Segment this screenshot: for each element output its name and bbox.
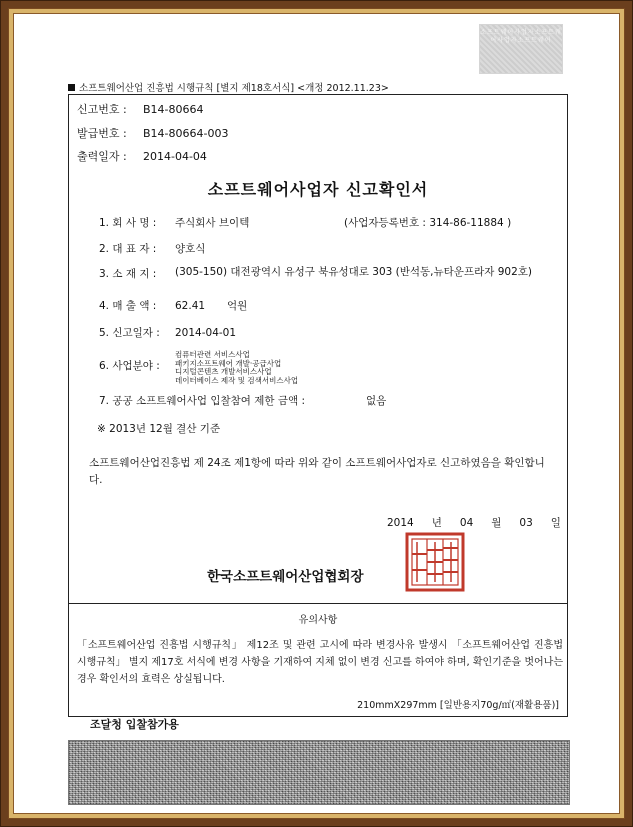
- sales-value: 62.41: [175, 300, 206, 312]
- notice-divider: [69, 603, 567, 604]
- print-date: [77, 148, 207, 164]
- footer-purpose-label: 조달청 입찰참가용: [90, 718, 179, 731]
- certificate-document: [68, 94, 568, 717]
- issue-number-value: B14-80664-003: [143, 127, 229, 140]
- business-area-item: 디지털콘텐츠 개발서비스사업: [175, 367, 272, 376]
- bid-limit-value: 없음: [366, 395, 387, 407]
- issue-number: [77, 125, 228, 141]
- document-title: 소프트웨어사업자 신고확인서: [207, 180, 429, 199]
- date-year: 2014: [387, 517, 414, 529]
- bizreg-close: ): [507, 217, 512, 229]
- security-pattern-box: [68, 740, 570, 805]
- security-watermark: [479, 24, 563, 74]
- date-day-unit: 일: [550, 517, 561, 529]
- field-business-area: [99, 351, 298, 385]
- issuer-name: 한국소프트웨어산업협회장: [207, 569, 364, 585]
- ceo-value: 양호식: [175, 243, 206, 255]
- form-reference-text: 소프트웨어산업 진흥법 시행규칙 [별지 제18호서식] <개정 2012.11.23>: [79, 83, 389, 94]
- field-bid-limit: [99, 393, 387, 408]
- print-date-label: 출력일자 :: [77, 150, 127, 163]
- basis-note: ※ 2013년 12월 결산 기준: [97, 423, 221, 435]
- company-value: 주식회사 브이텍: [175, 217, 250, 229]
- address-value: (305-150) 대전광역시 유성구 북유성대로 303 (반석동,뉴타운프라자 902호): [175, 266, 532, 278]
- date-year-unit: 년: [431, 517, 442, 529]
- report-date-value: 2014-04-01: [175, 327, 237, 339]
- address-label: 3. 소 재 지 :: [99, 268, 157, 280]
- sales-unit: 억원: [227, 300, 248, 312]
- confirmation-statement: 소프트웨어산업진흥법 제 24조 제1항에 따라 위와 같이 소프트웨어사업자로 신고하였음을 확인합니다.: [89, 457, 545, 486]
- paper-spec: 210mmX297mm [일반용지70g/㎡(재활용품)]: [357, 700, 559, 711]
- report-number-label: 신고번호 :: [77, 103, 127, 116]
- issue-date: [387, 515, 561, 530]
- report-number-value: B14-80664: [143, 103, 204, 116]
- field-ceo: [99, 241, 205, 256]
- official-seal-icon: [405, 532, 465, 592]
- business-area-label: 6. 사업분야 :: [99, 360, 160, 372]
- bizreg-group: [344, 215, 511, 230]
- report-number: [77, 101, 204, 117]
- notice-text: 「소프트웨어산업 진흥법 시행규칙」 제12조 및 관련 고시에 따라 변경사유 발생시 「소프트웨어산업 진흥법 시행규칙」 별지 제17호 서식에 변경 사항을 기재하여 지체 없이 변경 신고를 하여야 하며, 확인기준을 벗어나는 경우 확인서의 효력은 상실됩니다.: [77, 640, 563, 685]
- business-area-item: 컴퓨터관련 서비스사업: [175, 350, 250, 359]
- field-company: [99, 215, 512, 230]
- date-month: 04: [459, 517, 474, 529]
- print-date-value: 2014-04-04: [143, 150, 207, 163]
- date-month-unit: 월: [491, 517, 502, 529]
- report-date-label: 5. 신고일자 :: [99, 327, 160, 339]
- business-area-item: 데이터베이스 제작 및 검색서비스사업: [175, 375, 299, 385]
- bullet-square-icon: [68, 84, 75, 91]
- company-label: 1. 회 사 명 :: [99, 217, 157, 229]
- watermark-text: 소프트웨어사업자소프트웨어사업자소프트웨어: [480, 29, 562, 44]
- notice-title: 유의사항: [298, 615, 338, 626]
- ceo-label: 2. 대 표 자 :: [99, 243, 157, 255]
- field-report-date: [99, 325, 236, 340]
- business-area-item: 패키지소프트웨어 개발·공급사업: [175, 358, 282, 368]
- field-sales: [99, 298, 248, 313]
- business-area-list: [175, 351, 298, 385]
- field-address: [99, 266, 539, 281]
- bizreg-value: 314-86-11884: [429, 217, 504, 229]
- date-day: 03: [519, 517, 533, 529]
- form-reference: [68, 80, 548, 94]
- bizreg-label: (사업자등록번호 :: [344, 217, 426, 229]
- sales-label: 4. 매 출 액 :: [99, 300, 157, 312]
- issue-number-label: 발급번호 :: [77, 127, 127, 140]
- bid-limit-label: 7. 공공 소프트웨어사업 입찰참여 제한 금액 :: [99, 395, 306, 407]
